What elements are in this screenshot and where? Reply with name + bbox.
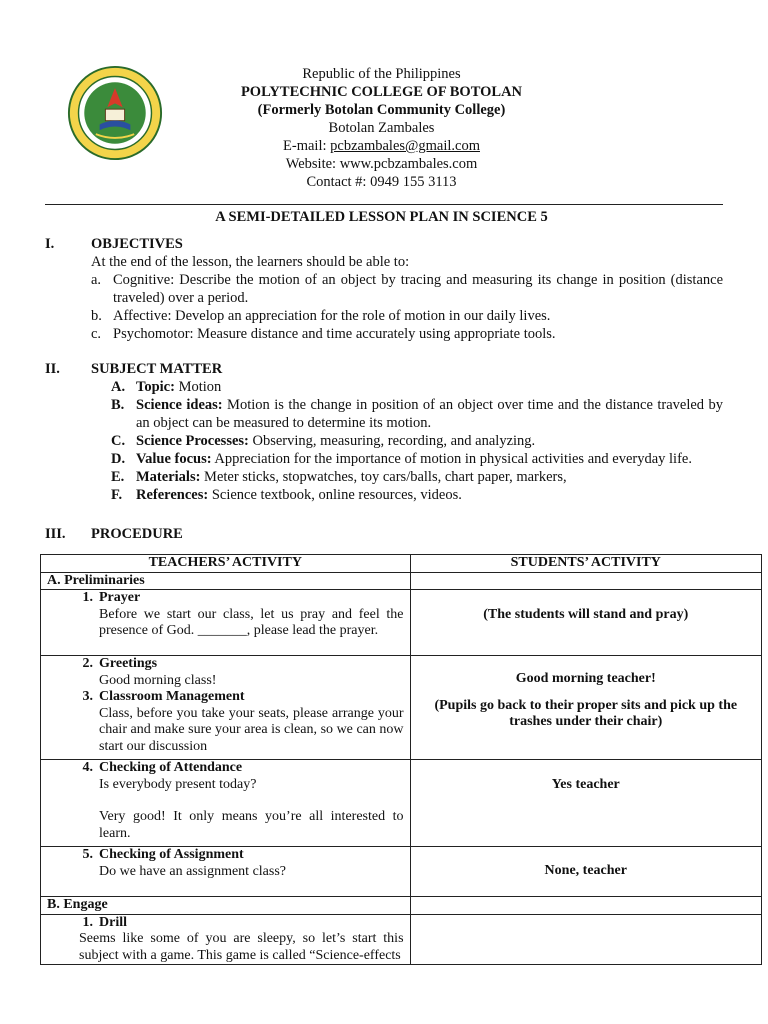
list-item xyxy=(91,325,723,343)
list-text: Affective: Develop an appreciation for the role of motion in our daily lives. xyxy=(113,308,551,324)
item-title: Classroom Management xyxy=(99,689,245,704)
letterhead-text xyxy=(40,65,723,191)
student-response: Yes teacher xyxy=(551,776,620,792)
item-number: 3. xyxy=(82,689,93,704)
list-marker: D. xyxy=(111,451,126,467)
item-title: Greetings xyxy=(99,656,158,671)
item-value: Motion is the change in position of an object over time and the distance traveled by an object can be measured to determine its motion. xyxy=(136,397,724,431)
item-title: Checking of Assignment xyxy=(99,847,244,862)
attendance-student-cell xyxy=(410,760,761,847)
list-text: Psychomotor: Measure distance and time accurately using appropriate tools. xyxy=(113,326,556,342)
table-row xyxy=(41,656,762,760)
email-line xyxy=(40,137,723,155)
objectives-intro: At the end of the lesson, the learners should be able to: xyxy=(91,254,410,270)
objectives-title: OBJECTIVES xyxy=(91,236,183,252)
list-item xyxy=(111,378,723,396)
item-title: Prayer xyxy=(99,590,141,605)
item-value: Observing, measuring, recording, and analyzing. xyxy=(248,433,536,449)
attendance-teacher-cell xyxy=(41,760,411,847)
list-marker: F. xyxy=(111,487,123,503)
list-marker: C. xyxy=(111,433,126,449)
item-label: Materials: xyxy=(136,469,201,485)
item-value: Science textbook, online resources, videos. xyxy=(208,487,462,503)
subject-matter-title: SUBJECT MATTER xyxy=(91,361,223,377)
item-body: Good morning class! xyxy=(99,672,217,688)
item-body: Is everybody present today? xyxy=(99,776,257,792)
item-value: Meter sticks, stopwatches, toy cars/balls, chart paper, markers, xyxy=(200,469,567,485)
item-heading xyxy=(47,590,404,607)
procedure-heading xyxy=(45,525,723,543)
item-heading xyxy=(47,689,404,706)
list-item xyxy=(91,271,723,307)
list-text xyxy=(136,468,723,486)
empty-cell xyxy=(410,572,761,590)
item-body: Seems like some of you are sleepy, so let’s start this subject with a game. This game is called “Science-effects xyxy=(79,931,404,963)
subject-matter-list xyxy=(45,378,723,504)
student-response: (The students will stand and pray) xyxy=(483,606,689,622)
former-name: (Formerly Botolan Community College) xyxy=(257,102,506,118)
group-label-preliminaries: A. Preliminaries xyxy=(41,572,411,590)
drill-student-cell xyxy=(410,914,761,965)
prayer-teacher-cell xyxy=(41,590,411,656)
objectives-body xyxy=(45,253,723,343)
table-row xyxy=(41,760,762,847)
contact-line: Contact #: 0949 155 3113 xyxy=(306,174,457,190)
college-name: POLYTECHNIC COLLEGE OF BOTOLAN xyxy=(240,84,523,100)
drill-teacher-cell xyxy=(41,914,411,965)
table-row xyxy=(41,914,762,965)
table-row xyxy=(41,897,762,915)
list-item xyxy=(111,486,723,504)
email-label: E-mail: xyxy=(283,138,331,154)
list-item xyxy=(111,468,723,486)
list-marker: B. xyxy=(111,397,125,413)
list-text xyxy=(136,486,723,504)
subject-matter-number: II. xyxy=(45,361,60,377)
item-value: Motion xyxy=(174,379,222,395)
letterhead xyxy=(40,65,723,195)
procedure-table xyxy=(40,554,762,965)
item-label: Value focus: xyxy=(136,451,212,467)
email-link[interactable]: pcbzambales@gmail.com xyxy=(330,138,480,154)
student-response: (Pupils go back to their proper sits and pick up the trashes under their chair) xyxy=(434,697,738,729)
list-text xyxy=(136,378,723,396)
item-number: 5. xyxy=(82,847,93,862)
procedure-title: PROCEDURE xyxy=(91,526,183,542)
list-marker: c. xyxy=(91,326,102,342)
item-number: 1. xyxy=(82,590,93,605)
assignment-teacher-cell xyxy=(41,847,411,897)
republic-line: Republic of the Philippines xyxy=(302,66,461,82)
subject-matter-section xyxy=(45,360,723,504)
student-response: Good morning teacher! xyxy=(515,670,656,686)
assignment-student-cell xyxy=(410,847,761,897)
list-item xyxy=(111,396,723,432)
table-row xyxy=(41,847,762,897)
item-heading xyxy=(47,656,404,673)
item-label: Topic: xyxy=(136,379,175,395)
objectives-number: I. xyxy=(45,236,55,252)
item-heading xyxy=(47,760,404,777)
list-marker: a. xyxy=(91,272,102,288)
student-column-header: STUDENTS’ ACTIVITY xyxy=(410,555,761,573)
subject-matter-heading xyxy=(45,360,723,378)
location-line: Botolan Zambales xyxy=(328,120,435,136)
item-body: Do we have an assignment class? xyxy=(99,863,286,879)
table-header-row xyxy=(41,555,762,573)
student-response: None, teacher xyxy=(544,862,627,878)
greetings-management-teacher-cell xyxy=(41,656,411,760)
item-label: References: xyxy=(136,487,209,503)
table-row xyxy=(41,572,762,590)
item-body: Very good! It only means you’re all interested to learn. xyxy=(99,809,404,841)
group-label-engage: B. Engage xyxy=(41,897,411,915)
prayer-student-cell xyxy=(410,590,761,656)
item-label: Science ideas: xyxy=(136,397,223,413)
plan-title: A SEMI-DETAILED LESSON PLAN IN SCIENCE 5 xyxy=(215,209,548,225)
website-line: Website: www.pcbzambales.com xyxy=(285,156,478,172)
item-heading xyxy=(47,915,404,932)
teacher-column-header: TEACHERS’ ACTIVITY xyxy=(41,555,411,573)
list-text xyxy=(136,396,723,432)
item-body: Before we start our class, let us pray and feel the presence of God. _______, please lead the prayer. xyxy=(99,606,404,638)
empty-cell xyxy=(410,897,761,915)
item-number: 1. xyxy=(82,914,93,930)
list-marker: E. xyxy=(111,469,125,485)
item-body: Class, before you take your seats, please arrange your chair and make sure your area is clean, so we can now start our discussion xyxy=(99,705,404,754)
objectives-heading xyxy=(45,235,723,253)
list-item xyxy=(111,450,723,468)
table-row xyxy=(41,590,762,656)
item-label: Science Processes: xyxy=(136,433,249,449)
item-number: 2. xyxy=(82,656,93,671)
list-marker: b. xyxy=(91,308,102,324)
objectives-list xyxy=(91,271,723,343)
item-title: Checking of Attendance xyxy=(99,760,243,775)
list-text: Cognitive: Describe the motion of an object by tracing and measuring its change in position (distance traveled) over a period. xyxy=(113,272,723,306)
item-title: Drill xyxy=(99,914,127,930)
objectives-section xyxy=(45,235,723,343)
header-divider xyxy=(45,204,723,205)
list-text xyxy=(136,450,723,468)
list-marker: A. xyxy=(111,379,126,395)
procedure-number: III. xyxy=(45,526,66,542)
greetings-management-student-cell xyxy=(410,656,761,760)
item-heading xyxy=(47,847,404,864)
list-item xyxy=(91,307,723,325)
item-value: Appreciation for the importance of motion in physical activities and everyday life. xyxy=(211,451,692,467)
item-number: 4. xyxy=(82,760,93,775)
list-item xyxy=(111,432,723,450)
procedure-section xyxy=(45,525,723,543)
list-text xyxy=(136,432,723,450)
